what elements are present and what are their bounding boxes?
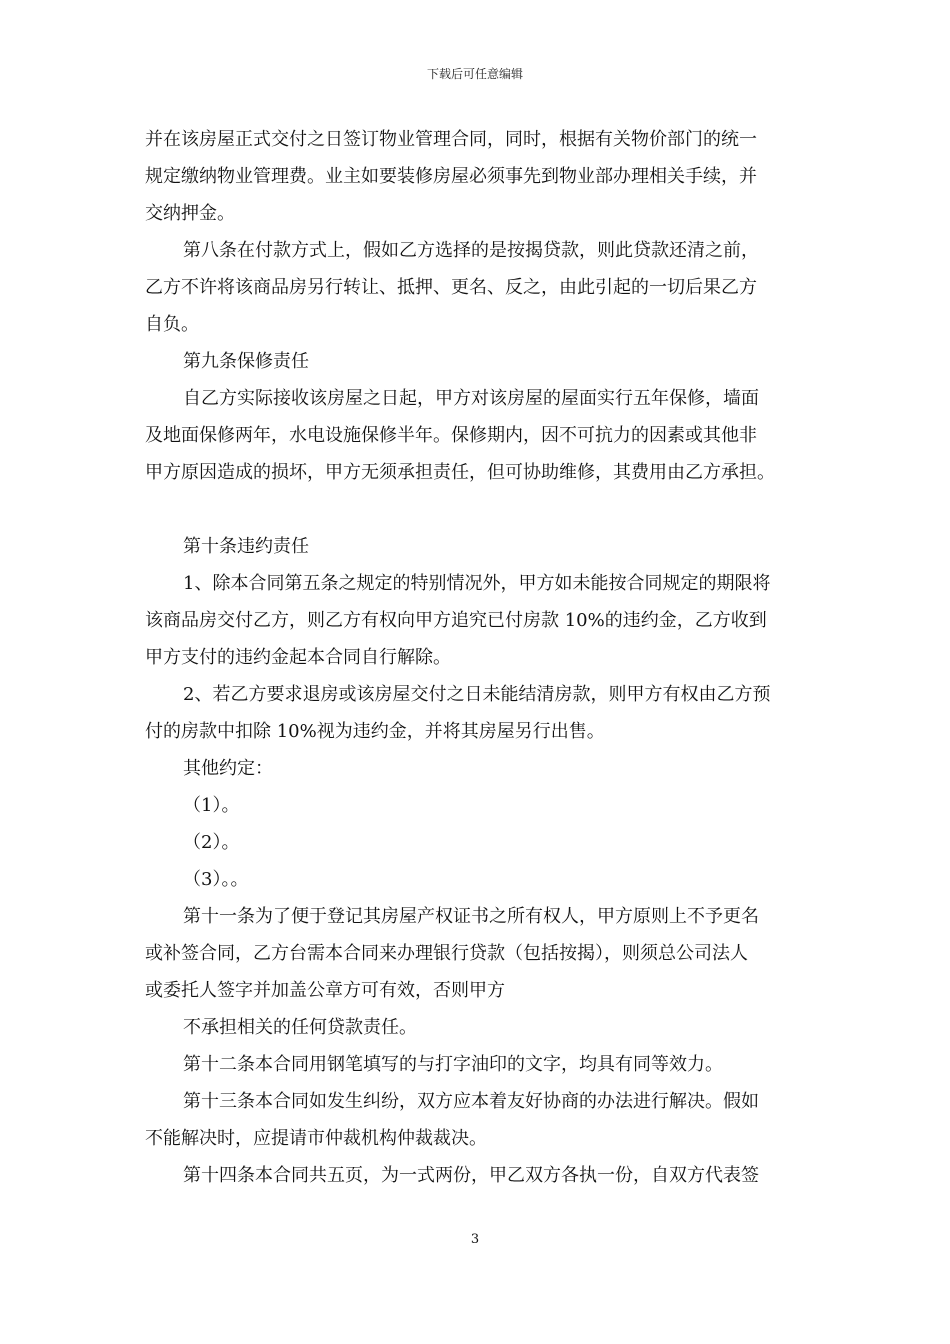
text-line: 规定缴纳物业管理费。业主如要装修房屋必须事先到物业部办理相关手续，并 (145, 166, 757, 187)
page-header: 下载后可任意编辑 (426, 67, 523, 81)
text-line: 并在该房屋正式交付之日签订物业管理合同，同时，根据有关物价部门的统一 (145, 129, 757, 150)
text-line: 第十三条本合同如发生纠纷，双方应本着友好协商的办法进行解决。假如 (183, 1091, 759, 1112)
text-line: 第八条在付款方式上，假如乙方选择的是按揭贷款，则此贷款还清之前， (183, 240, 759, 261)
section-heading: 其他约定： (183, 758, 273, 779)
text-line: 交纳押金。 (145, 203, 235, 224)
text-line: 自负。 (145, 314, 199, 335)
article-heading: 第十条违约责任 (183, 536, 309, 557)
text-line: 或委托人签字并加盖公章方可有效，否则甲方 (145, 980, 505, 1001)
text-line: 第十四条本合同共五页，为一式两份，甲乙双方各执一份，自双方代表签 (183, 1165, 759, 1186)
list-item: （3）。。 (183, 869, 249, 890)
text-line: 付的房款中扣除 10%视为违约金，并将其房屋另行出售。 (145, 721, 605, 742)
text-line: 第十一条为了便于登记其房屋产权证书之所有权人，甲方原则上不予更名 (183, 906, 759, 927)
text-line: 甲方原因造成的损坏，甲方无须承担责任，但可协助维修，其费用由乙方承担。 (145, 462, 775, 483)
text-line: 自乙方实际接收该房屋之日起，甲方对该房屋的屋面实行五年保修，墙面 (183, 388, 759, 409)
text-line: 2、若乙方要求退房或该房屋交付之日未能结清房款，则甲方有权由乙方预 (183, 684, 771, 705)
text-line: 1、除本合同第五条之规定的特别情况外，甲方如未能按合同规定的期限将 (183, 573, 771, 594)
document-body (145, 121, 825, 1194)
text-line: 甲方支付的违约金起本合同自行解除。 (145, 647, 451, 668)
text-line: 乙方不许将该商品房另行转让、抵押、更名、反之，由此引起的一切后果乙方 (145, 277, 757, 298)
text-line: 或补签合同，乙方台需本合同来办理银行贷款（包括按揭），则须总公司法人 (145, 943, 748, 964)
list-item: （1）。 (183, 795, 240, 816)
article-heading: 第九条保修责任 (183, 351, 309, 372)
text-line: 及地面保修两年，水电设施保修半年。保修期内，因不可抗力的因素或其他非 (145, 425, 757, 446)
text-line: 不能解决时，应提请市仲裁机构仲裁裁决。 (145, 1128, 487, 1149)
text-line: 第十二条本合同用钢笔填写的与打字油印的文字，均具有同等效力。 (183, 1054, 723, 1075)
text-line: 该商品房交付乙方，则乙方有权向甲方追究已付房款 10%的违约金，乙方收到 (145, 610, 767, 631)
text-line: 不承担相关的任何贷款责任。 (183, 1017, 417, 1038)
page-number: 3 (470, 1232, 480, 1247)
list-item: （2）。 (183, 832, 240, 853)
